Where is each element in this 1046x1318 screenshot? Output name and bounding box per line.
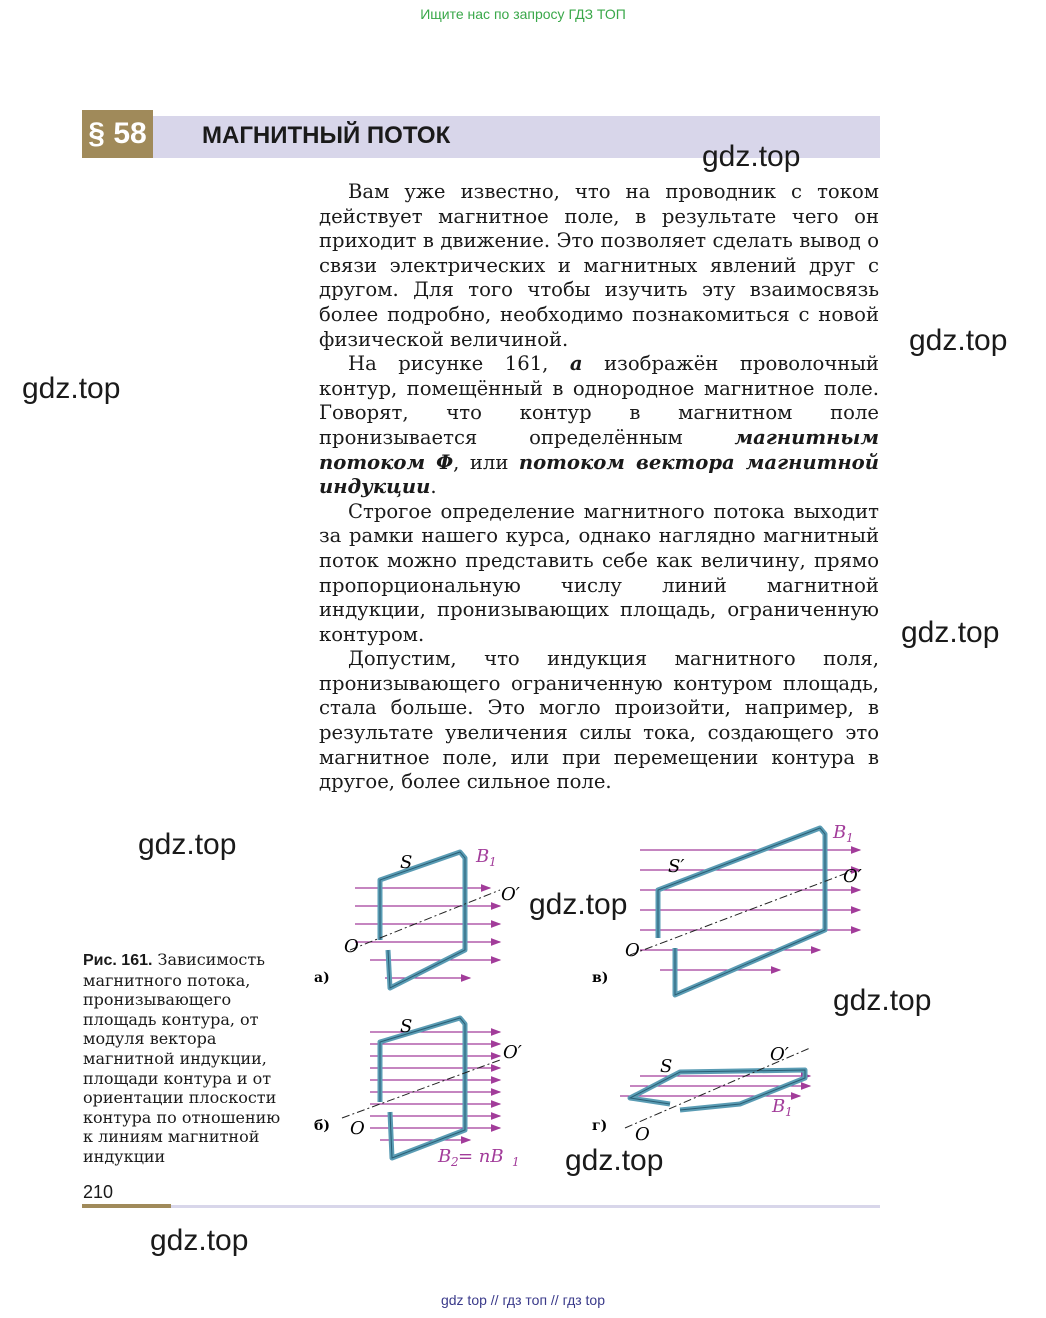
p2-figure-letter: а (569, 352, 583, 376)
label-B1-sub: 1 (785, 1105, 793, 1119)
label-B1-sub: 1 (489, 855, 497, 869)
bottom-banner[interactable]: gdz top // гдз топ // гдз top (440, 1292, 606, 1308)
watermark: gdz.top (565, 1144, 664, 1177)
label-B2-eq: = nB (458, 1146, 504, 1167)
panel-b-label: б) (314, 1118, 330, 1134)
caption-text: Зависимость магнитного потока, пронизывающего площадь контура, от модуля вектора магнитной индукции, площади контура и от ориентации плоскости контура по отношению к линиям магнитной индукции (83, 950, 281, 1166)
panel-v-label: в) (592, 970, 609, 986)
watermark: gdz.top (529, 888, 628, 921)
label-O: O (635, 1124, 650, 1145)
p2-text: . (430, 475, 437, 499)
label-S: S (400, 852, 413, 873)
rotation-axis (342, 1060, 500, 1118)
paragraph-1: Вам уже известно, что на проводник с током действует магнитное поле, в результате чего он приходит в движение. Это позволяет сделать вывод о связи электрических и магнитных явлений друг с другом. Для того чтобы изучить эту взаимосвязь более подробно, необходимо познакомиться с новой физической величиной. (319, 180, 879, 351)
p2-text: На рисунке 161, (348, 352, 570, 376)
label-O-prime: O′ (503, 1042, 522, 1063)
label-O: O (350, 1118, 365, 1139)
wire-frame (380, 852, 465, 988)
label-O-prime: O′ (501, 884, 520, 905)
panel-g-diagram (592, 1044, 810, 1145)
section-title: МАГНИТНЫЙ ПОТОК (202, 122, 451, 149)
watermark: gdz.top (833, 984, 932, 1017)
p2-text: , или (453, 450, 519, 474)
rotation-axis (350, 890, 500, 950)
footer-rule-accent (82, 1204, 171, 1208)
label-B1: B (833, 822, 847, 843)
wire-frame-edge (380, 852, 465, 988)
watermark: gdz.top (909, 324, 1008, 357)
label-S-prime: S′ (668, 856, 685, 877)
page-number: 210 (83, 1182, 114, 1202)
field-lines (355, 888, 500, 978)
paragraph-4: Допустим, что индукция магнитного поля, пронизывающего ограниченную контуром площадь, стала больше. Это могло произойти, например, в результате увеличения силы тока, создающего это магнитное поле, или при перемещении контура в другое, более сильное поле. (319, 647, 879, 794)
panel-v-diagram (592, 822, 862, 995)
label-B2-eq-sub: 1 (512, 1155, 520, 1169)
panel-a-diagram (314, 846, 520, 988)
label-O: O (344, 936, 359, 957)
watermark: gdz.top (150, 1224, 249, 1257)
panel-a-label: а) (314, 970, 330, 986)
label-O-prime: O′ (843, 866, 862, 887)
watermark: gdz.top (901, 616, 1000, 649)
top-banner[interactable]: Ищите нас по запросу ГДЗ ТОП (420, 6, 626, 22)
term-magnetic-flux: магнитным потоком Φ (319, 425, 879, 474)
label-B1: B (476, 846, 490, 867)
label-B2: B (438, 1146, 452, 1167)
term-induction-flux: потоком вектора магнитной индукции (319, 450, 879, 499)
label-B1: B (772, 1096, 786, 1117)
label-S: S (660, 1056, 673, 1077)
section-number-badge: § 58 (82, 110, 153, 158)
panel-b-diagram (314, 1016, 522, 1169)
label-B1-sub: 1 (846, 831, 854, 845)
paragraph-3: Строгое определение магнитного потока выходит за рамки нашего курса, однако наглядно магнитный поток можно представить себе как величину, прямо пропорциональную числу линий магнитной индукции, пронизывающих площадь, ограниченную контуром. (319, 499, 879, 646)
label-S: S (400, 1016, 413, 1037)
watermark: gdz.top (702, 140, 801, 173)
footer-rule (171, 1205, 880, 1208)
watermark: gdz.top (22, 372, 121, 405)
paragraph-2 (319, 352, 879, 500)
label-B2-sub: 2 (451, 1155, 459, 1169)
figure-161 (300, 810, 880, 1180)
panel-g-label: г) (592, 1118, 608, 1134)
watermark: gdz.top (138, 828, 237, 861)
p2-text: изображён проволочный контур, помещённый в однородное магнитное поле. Говорят, что контур в магнитном поле пронизывается определённым (319, 352, 879, 449)
body-text (319, 180, 879, 795)
label-O-prime: O′ (770, 1044, 789, 1065)
figure-caption (83, 950, 293, 1167)
caption-label: Рис. 161. (83, 952, 153, 969)
rotation-axis (630, 870, 855, 955)
label-O: O (625, 940, 640, 961)
